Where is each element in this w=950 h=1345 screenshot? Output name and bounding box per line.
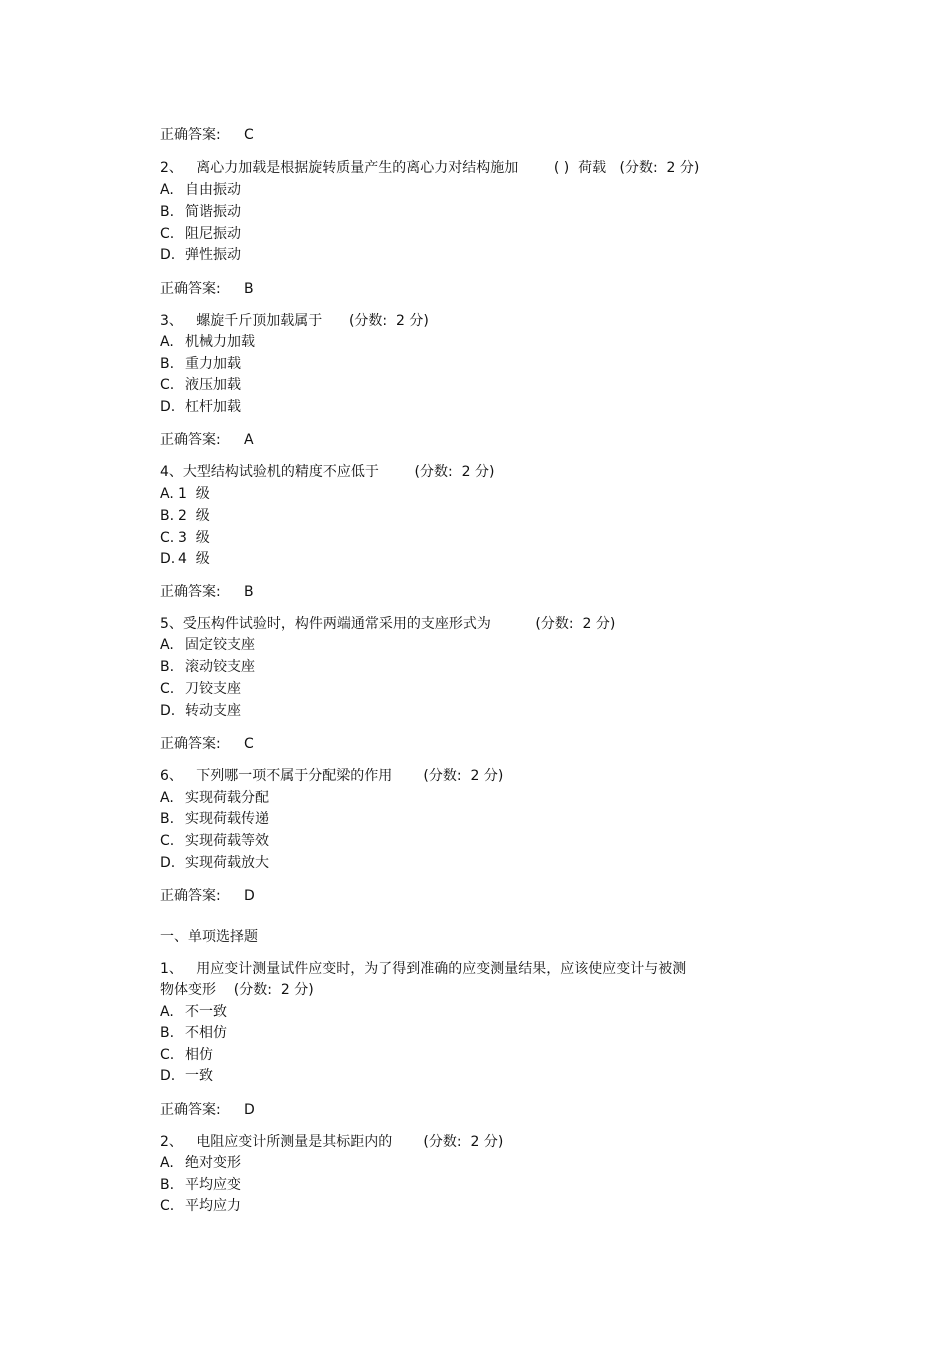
question-text: 物体变形 (分数: 2 分): [160, 982, 314, 998]
correct-answer: [160, 735, 254, 753]
correct-answer: [160, 1101, 255, 1119]
answer-option: [160, 246, 241, 264]
option-letter: D.: [160, 551, 176, 567]
option-letter: B.: [160, 659, 175, 675]
answer-option: [160, 1154, 241, 1172]
answer-label: 正确答案:: [160, 1102, 221, 1118]
option-letter: D.: [160, 399, 176, 415]
question-text: 6、 下列哪一项不属于分配梁的作用 (分数: 2 分): [160, 768, 504, 784]
option-letter: C.: [160, 1047, 175, 1063]
option-text: 杠杆加载: [185, 399, 241, 415]
option-letter: B.: [160, 508, 175, 524]
correct-answer: [160, 280, 254, 298]
option-text: 不一致: [185, 1004, 227, 1020]
option-text: 机械力加载: [185, 334, 255, 350]
option-text: 重力加载: [185, 356, 241, 372]
option-letter: A.: [160, 637, 174, 653]
answer-option: [160, 507, 210, 525]
answer-option: [160, 1024, 227, 1042]
option-text: 1 级: [178, 486, 210, 502]
answer-option: [160, 181, 241, 199]
answer-option: [160, 658, 255, 676]
answer-label: 正确答案:: [160, 584, 221, 600]
option-letter: A.: [160, 1004, 174, 1020]
answer-option: [160, 680, 241, 698]
option-text: 刀铰支座: [185, 681, 241, 697]
option-letter: C.: [160, 1198, 175, 1214]
correct-answer: [160, 126, 254, 144]
option-text: 一致: [185, 1068, 213, 1084]
answer-option: [160, 636, 255, 654]
option-text: 实现荷载等效: [185, 833, 269, 849]
answer-option: [160, 550, 210, 568]
answer-value: C: [244, 127, 254, 143]
correct-answer: [160, 887, 255, 905]
option-text: 固定铰支座: [185, 637, 255, 653]
option-letter: B.: [160, 1025, 175, 1041]
answer-value: B: [244, 584, 254, 600]
answer-label: 正确答案:: [160, 736, 221, 752]
answer-value: D: [244, 888, 255, 904]
answer-option: [160, 485, 210, 503]
option-letter: D.: [160, 703, 176, 719]
option-text: 实现荷载传递: [185, 811, 269, 827]
option-letter: A.: [160, 790, 174, 806]
answer-option: [160, 854, 269, 872]
answer-option: [160, 789, 269, 807]
option-letter: D.: [160, 855, 176, 871]
answer-label: 正确答案:: [160, 127, 221, 143]
question-text: 1、 用应变计测量试件应变时，为了得到准确的应变测量结果，应该使应变计与被测: [160, 961, 687, 977]
answer-value: B: [244, 281, 254, 297]
answer-option: [160, 333, 255, 351]
option-text: 平均应力: [185, 1198, 241, 1214]
question-text: 3、 螺旋千斤顶加载属于 (分数: 2 分): [160, 313, 429, 329]
option-letter: B.: [160, 811, 175, 827]
option-text: 4 级: [178, 551, 210, 567]
option-letter: B.: [160, 204, 175, 220]
option-text: 2 级: [178, 508, 210, 524]
answer-option: [160, 702, 241, 720]
answer-option: [160, 810, 269, 828]
question-text: 4、大型结构试验机的精度不应低于 (分数: 2 分): [160, 464, 495, 480]
question-text: 2、 电阻应变计所测量是其标距内的 (分数: 2 分): [160, 1134, 504, 1150]
option-text: 阻尼振动: [185, 226, 241, 242]
answer-value: D: [244, 1102, 255, 1118]
answer-value: A: [244, 432, 254, 448]
correct-answer: [160, 583, 254, 601]
question-text: 5、受压构件试验时，构件两端通常采用的支座形式为 (分数: 2 分): [160, 616, 616, 632]
option-text: 不相仿: [185, 1025, 227, 1041]
answer-option: [160, 1046, 213, 1064]
option-letter: A.: [160, 182, 174, 198]
option-text: 自由振动: [185, 182, 241, 198]
answer-option: [160, 1197, 241, 1215]
answer-label: 正确答案:: [160, 888, 221, 904]
answer-option: [160, 203, 241, 221]
option-letter: B.: [160, 1177, 175, 1193]
option-letter: A.: [160, 334, 174, 350]
option-letter: A.: [160, 486, 174, 502]
option-letter: D.: [160, 247, 176, 263]
option-letter: C.: [160, 681, 175, 697]
option-text: 平均应变: [185, 1177, 241, 1193]
answer-option: [160, 225, 241, 243]
option-letter: A.: [160, 1155, 174, 1171]
option-letter: C.: [160, 377, 175, 393]
answer-option: [160, 1003, 227, 1021]
option-letter: B.: [160, 356, 175, 372]
option-letter: C.: [160, 833, 175, 849]
question-text: 2、 离心力加载是根据旋转质量产生的离心力对结构施加 ( ) 荷载 (分数: 2 分): [160, 160, 700, 176]
option-text: 相仿: [185, 1047, 213, 1063]
option-letter: C.: [160, 226, 175, 242]
answer-label: 正确答案:: [160, 432, 221, 448]
section-heading: 一、单项选择题: [160, 929, 258, 945]
option-text: 液压加载: [185, 377, 241, 393]
answer-option: [160, 1176, 241, 1194]
answer-label: 正确答案:: [160, 281, 221, 297]
answer-value: C: [244, 736, 254, 752]
option-text: 简谐振动: [185, 204, 241, 220]
correct-answer: [160, 431, 254, 449]
option-text: 滚动铰支座: [185, 659, 255, 675]
answer-option: [160, 1067, 213, 1085]
answer-option: [160, 355, 241, 373]
option-text: 实现荷载放大: [185, 855, 269, 871]
option-text: 实现荷载分配: [185, 790, 269, 806]
answer-option: [160, 529, 210, 547]
option-text: 绝对变形: [185, 1155, 241, 1171]
option-text: 弹性振动: [185, 247, 241, 263]
option-text: 3 级: [178, 530, 210, 546]
answer-option: [160, 376, 241, 394]
option-text: 转动支座: [185, 703, 241, 719]
answer-option: [160, 398, 241, 416]
answer-option: [160, 832, 269, 850]
option-letter: C.: [160, 530, 175, 546]
option-letter: D.: [160, 1068, 176, 1084]
